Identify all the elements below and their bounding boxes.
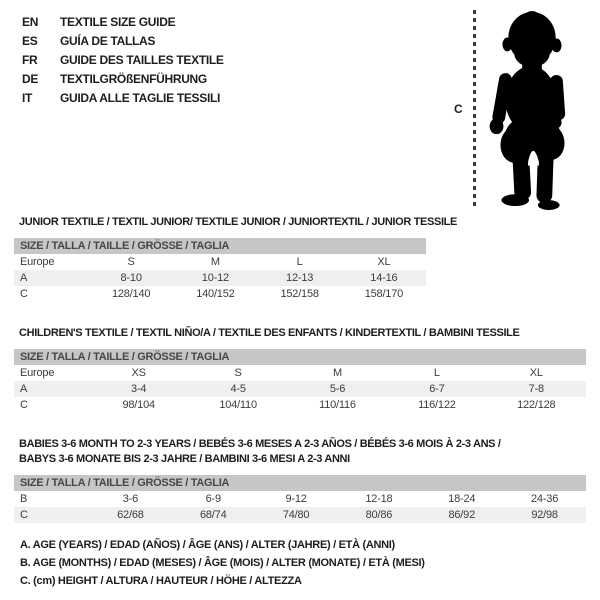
- size-header-bar: SIZE / TALLA / TAILLE / GRÖSSE / TAGLIA: [14, 475, 586, 491]
- table-cell: XL: [377, 256, 391, 268]
- table-cell: 3-6: [122, 493, 139, 505]
- height-dotted-line: [473, 10, 476, 206]
- table-cell: 24-36: [531, 493, 559, 505]
- row-label: B: [20, 493, 28, 505]
- row-label: Europe: [20, 256, 55, 268]
- table-cell: 104/110: [219, 399, 257, 411]
- table-cell: S: [234, 367, 242, 379]
- language-label: TEXTILGRÖßENFÜHRUNG: [60, 72, 207, 86]
- table-cell: 12-13: [286, 272, 314, 284]
- table-cell: 140/152: [196, 288, 235, 300]
- table-cell: 80/86: [365, 509, 393, 521]
- table-cell: 6-7: [429, 383, 445, 395]
- table-cell: 12-18: [365, 493, 393, 505]
- table-cell: 98/104: [122, 399, 155, 411]
- row-label: A: [20, 272, 28, 284]
- table-cell: 14-16: [370, 272, 398, 284]
- table-cell: 122/128: [517, 399, 556, 411]
- table-title: [19, 215, 586, 230]
- table-title-line: BABYS 3-6 MONATE BIS 2-3 JAHRE / BAMBINI 3-6 MESI A 2-3 ANNI: [19, 453, 350, 465]
- table-cell: M: [210, 256, 220, 268]
- footnote: B. AGE (MONTHS) / EDAD (MESES) / ÂGE (MOIS) / ALTER (MONATE) / ETÀ (MESI): [20, 557, 425, 569]
- table-cell: 4-5: [230, 383, 246, 395]
- table-cell: 18-24: [448, 493, 476, 505]
- size-table: [14, 238, 426, 302]
- language-code: IT: [22, 91, 33, 105]
- row-label: C: [20, 288, 28, 300]
- table-cell: 5-6: [329, 383, 346, 395]
- table-cell: S: [127, 256, 135, 268]
- table-title-line: CHILDREN'S TEXTILE / TEXTIL NIÑO/A / TEXTILE DES ENFANTS / KINDERTEXTIL / BAMBINI TESSILE: [19, 327, 520, 339]
- table-cell: XL: [529, 367, 543, 379]
- language-code: EN: [22, 15, 39, 29]
- table-title: [19, 437, 586, 467]
- table-row: [14, 397, 586, 413]
- row-label: A: [20, 383, 28, 395]
- language-list: [22, 13, 224, 108]
- language-label: TEXTILE SIZE GUIDE: [60, 15, 176, 29]
- table-row: [14, 254, 426, 270]
- row-label: C: [20, 509, 28, 521]
- table-row: [14, 507, 586, 523]
- table-cell: L: [433, 367, 440, 379]
- language-row: [22, 32, 224, 51]
- table-cell: 92/98: [531, 509, 558, 521]
- table-cell: 128/140: [111, 288, 151, 300]
- table-cell: 62/68: [117, 509, 144, 521]
- language-code: FR: [22, 53, 38, 67]
- table-cell: L: [296, 256, 303, 268]
- table-cell: 7-8: [528, 383, 544, 395]
- table-cell: 110/116: [319, 399, 356, 411]
- language-row: [22, 70, 224, 89]
- tables-container: [14, 215, 586, 523]
- table-row: [14, 286, 426, 302]
- baby-silhouette-icon: [482, 8, 582, 210]
- table-cell: M: [333, 367, 342, 379]
- table-cell: 3-4: [131, 383, 147, 395]
- table-title-line: JUNIOR TEXTILE / TEXTIL JUNIOR/ TEXTILE JUNIOR / JUNIORTEXTIL / JUNIOR TESSILE: [19, 216, 458, 228]
- table-row: [14, 270, 426, 286]
- table-cell: 86/92: [448, 509, 475, 521]
- size-header-bar: SIZE / TALLA / TAILLE / GRÖSSE / TAGLIA: [14, 238, 426, 254]
- table-title: [19, 326, 586, 341]
- baby-figure: [452, 8, 592, 210]
- language-row: [22, 13, 224, 32]
- table-cell: XS: [131, 367, 146, 379]
- size-table: [14, 349, 586, 413]
- table-cell: 74/80: [282, 509, 310, 521]
- table-cell: 68/74: [199, 509, 227, 521]
- language-row: [22, 51, 224, 70]
- size-table-section: [14, 215, 586, 302]
- size-table-section: [14, 326, 586, 413]
- table-cell: 9-12: [285, 493, 307, 505]
- footnote: C. (cm) HEIGHT / ALTURA / HAUTEUR / HÖHE / ALTEZZA: [20, 575, 302, 587]
- language-label: GUÍA DE TALLAS: [60, 34, 156, 48]
- table-title-line: BABIES 3-6 MONTH TO 2-3 YEARS / BEBÉS 3-6 MESES A 2-3 AÑOS / BÉBÉS 3-6 MOIS À 2-3 ANS /: [19, 438, 501, 450]
- table-cell: 152/158: [280, 288, 319, 300]
- footnote: A. AGE (YEARS) / EDAD (AÑOS) / ÂGE (ANS) / ALTER (JAHRE) / ETÀ (ANNI): [20, 539, 395, 551]
- footnotes: [20, 536, 425, 590]
- table-row: [14, 491, 586, 507]
- row-label: C: [20, 399, 28, 411]
- row-label: Europe: [20, 367, 55, 379]
- table-row: [14, 381, 586, 397]
- language-label: GUIDE DES TAILLES TEXTILE: [60, 53, 224, 67]
- size-table: [14, 475, 586, 523]
- language-label: GUIDA ALLE TAGLIE TESSILI: [60, 91, 221, 105]
- table-row: [14, 365, 586, 381]
- table-cell: 6-9: [205, 493, 221, 505]
- language-code: ES: [22, 34, 38, 48]
- table-cell: 158/170: [364, 288, 404, 300]
- table-cell: 8-10: [120, 272, 142, 284]
- size-header-bar: SIZE / TALLA / TAILLE / GRÖSSE / TAGLIA: [14, 349, 586, 365]
- table-cell: 116/122: [418, 399, 456, 411]
- height-measure-label: C: [454, 102, 463, 116]
- language-code: DE: [22, 72, 39, 86]
- table-cell: 10-12: [201, 272, 229, 284]
- size-table-section: [14, 437, 586, 523]
- language-row: [22, 89, 224, 108]
